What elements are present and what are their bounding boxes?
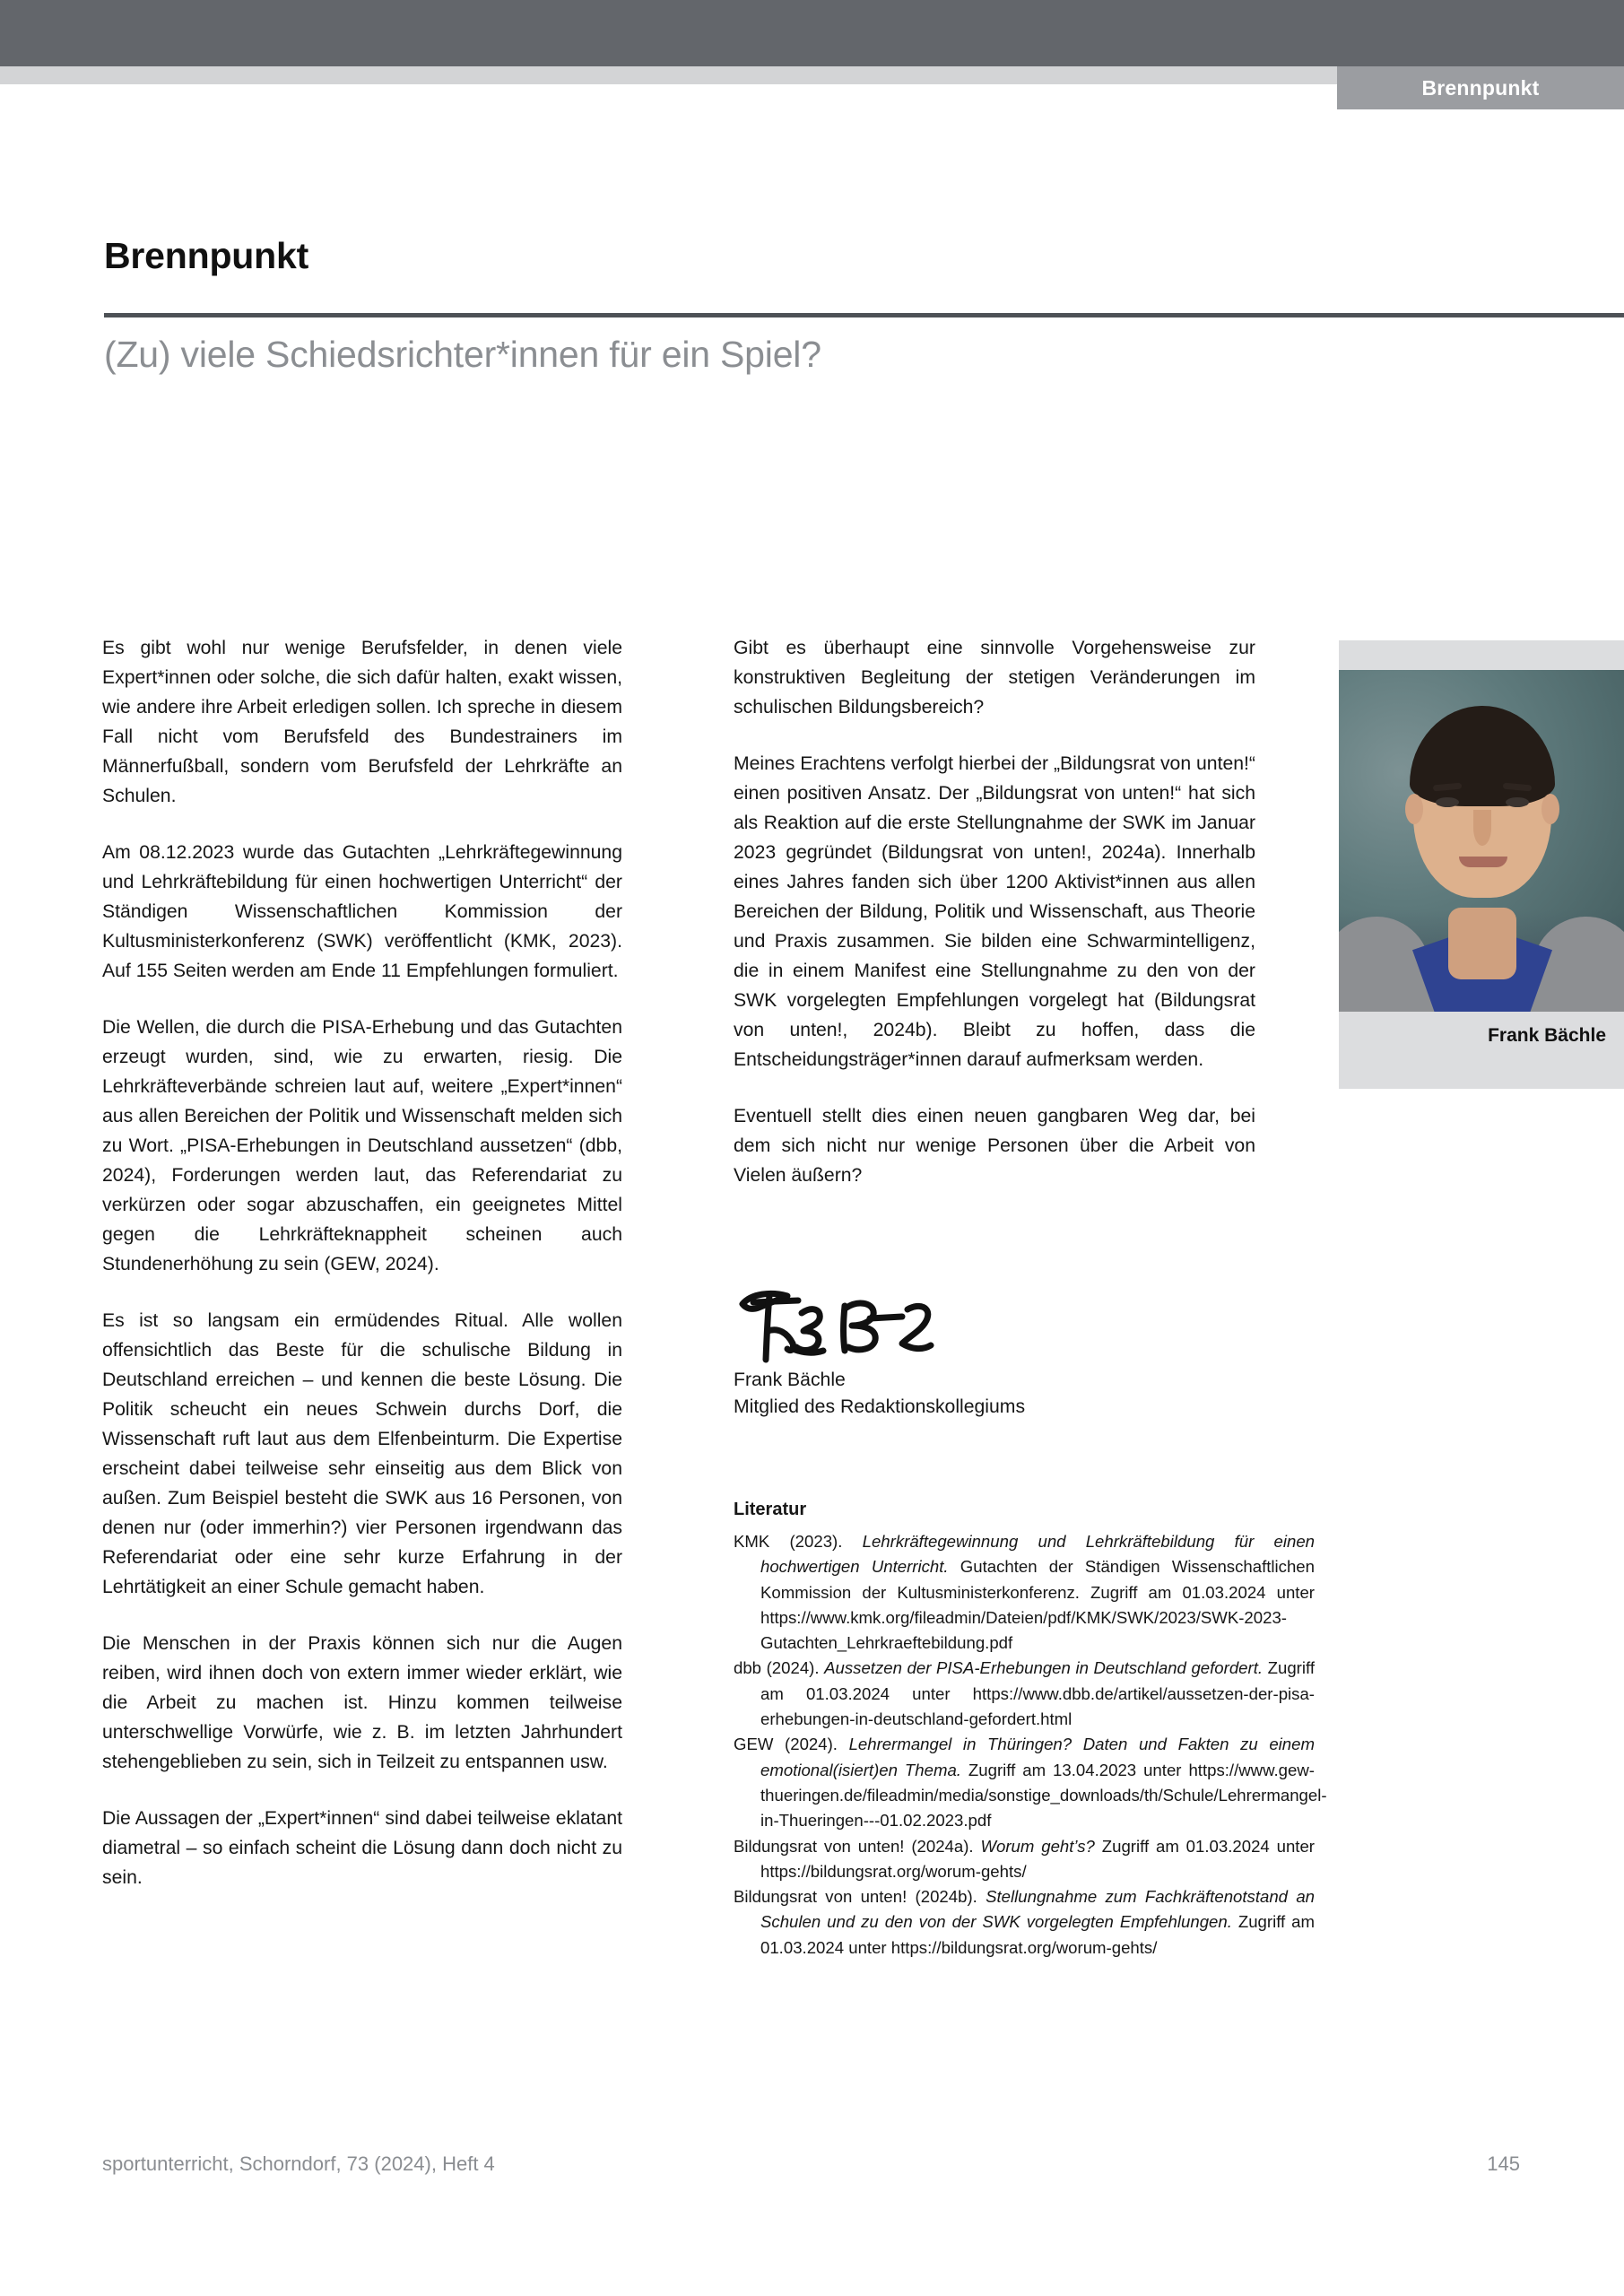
photo-ear-left (1405, 794, 1423, 824)
body-left-paragraph: Die Aussagen der „Expert*innen“ sind dabei teilweise eklatant diametral – so einfach scheint die Lösung dann doch nicht zu sein. (102, 1808, 622, 1888)
article-title: (Zu) viele Schiedsrichter*innen für ein Spiel? (104, 334, 821, 375)
running-head-label: Brennpunkt (1421, 75, 1540, 100)
photo-ear-right (1541, 794, 1559, 824)
author-photo (1339, 670, 1624, 1012)
literature-list (734, 1529, 1327, 1961)
literature-entry: KMK (2023). Lehrkräftegewinnung und Lehrkräftebildung für einen hochwertigen Unterricht. Gutachten der Ständigen Wissenschaftlichen Kommission der Kultusministerkonferenz. Zugriff am 01.03.2024 unter https://www.kmk.org/fileadmin/Dateien/pdf/KMK/SWK/2023/SWK-2023-Gutachten_Lehrkraeftebildung.pdf (734, 1532, 1315, 1653)
body-right-paragraph: Meines Erachtens verfolgt hierbei der „Bildungsrat von unten!“ einen positiven Ansatz. Der „Bildungsrat von unten!“ hat sich als Reaktion auf die erste Stellungnahme der SWK im Januar 2023 gegründet (Bildungsrat von unten!, 2024a). Innerhalb eines Jahres fanden sich über 1200 Aktivist*innen aus allen Bereichen der Bildung, Politik und Wissenschaft, aus Theorie und Praxis zusammen. Sie bilden eine Schwarmintelligenz, die in einem Manifest eine Stellungnahme zu den von der SWK vorgelegten Empfehlungen vorgelegt hat (Bildungsrat von unten!, 2024b). Bleibt zu hoffen, dass die Entscheidungsträger*innen darauf aufmerksam werden. (734, 753, 1255, 1070)
photo-eye-right (1506, 797, 1529, 807)
body-right-paragraph: Eventuell stellt dies einen neuen gangbaren Weg dar, bei dem sich nicht nur wenige Personen über die Arbeit von Vielen äußern? (734, 1106, 1255, 1186)
author-photo-caption: Frank Bächle (1488, 1025, 1606, 1046)
literature-entry: dbb (2024). Aussetzen der PISA-Erhebungen in Deutschland gefordert. Zugriff am 01.03.2024 unter https://www.dbb.de/artikel/aussetzen-der-pisa-erhebungen-in-deutschland-gefordert.html (734, 1658, 1315, 1729)
body-left-paragraph: Die Menschen in der Praxis können sich nur die Augen reiben, wird ihnen doch von extern immer wieder erklärt, wie die Arbeit zu machen ist. Hinzu kommen teilweise unterschwellige Vorwürfe, wie z. B. im letzten Jahrhundert stehengeblieben zu sein, sich in Teilzeit zu entspannen usw. (102, 1633, 622, 1772)
photo-nose (1473, 810, 1491, 846)
photo-mouth (1459, 857, 1507, 867)
author-name: Frank Bächle (734, 1370, 846, 1390)
author-role: Mitglied des Redaktionskollegiums (734, 1396, 1026, 1417)
header-dark-band (0, 0, 1624, 66)
body-right-paragraph: Gibt es überhaupt eine sinnvolle Vorgehensweise zur konstruktiven Begleitung der stetigen Veränderungen im schulischen Bildungsbereich? (734, 638, 1255, 718)
author-signature-block (734, 1367, 1025, 1421)
body-left-paragraph: Am 08.12.2023 wurde das Gutachten „Lehrkräftegewinnung und Lehrkräftebildung für einen hochwertigen Unterricht“ der Ständigen Wissenschaftlichen Kommission der Kultusministerkonferenz (SWK) veröffentlicht (KMK, 2023). Auf 155 Seiten werden am Ende 11 Empfehlungen formuliert. (102, 842, 622, 981)
footer-page-number: 145 (1487, 2152, 1520, 2175)
author-signature (735, 1281, 1058, 1379)
literature-heading: Literatur (734, 1500, 807, 1519)
photo-neck (1448, 908, 1516, 979)
title-divider-rule (104, 313, 1624, 317)
footer-citation: sportunterricht, Schorndorf, 73 (2024), Heft 4 (102, 2152, 495, 2175)
literature-entry: GEW (2024). Lehrermangel in Thüringen? Daten und Fakten zu einem emotional(isiert)en Thema. Zugriff am 13.04.2023 unter https://www.gew-thueringen.de/fileadmin/media/sonstige_downloads/th/Schule/Lehrermangel-in-Thueringen---01.02.2023.pdf (734, 1735, 1327, 1831)
literature-entry: Bildungsrat von unten! (2024a). Worum geht’s? Zugriff am 01.03.2024 unter https://bildungsrat.org/worum-gehts/ (734, 1836, 1316, 1881)
body-left-paragraph: Die Wellen, die durch die PISA-Erhebung und das Gutachten erzeugt wurden, sind, wie zu erwarten, riesig. Die Lehrkräfteverbände schreien laut auf, weitere „Expert*innen“ aus allen Bereichen der Politik und Wissenschaft melden sich zu Wort. „PISA-Erhebungen in Deutschland aussetzen“ (dbb, 2024), Forderungen werden laut, das Referendariat zu verkürzen oder sogar abzuschaffen, ein geeignetes Mittel gegen die Lehrkräfteknappheit scheinen auch Stundenerhöhung zu sein (GEW, 2024). (102, 1017, 622, 1274)
body-column-left (102, 633, 622, 1919)
running-head-tab (1337, 66, 1624, 109)
body-left-paragraph: Es gibt wohl nur wenige Berufsfelder, in denen viele Expert*innen oder solche, die sich dafür halten, exakt wissen, wie andere ihre Arbeit erledigen sollen. Ich spreche in diesem Fall nicht vom Berufsfeld des Bundestrainers im Männerfußball, sondern vom Berufsfeld der Lehrkräfte an Schulen. (102, 638, 622, 806)
photo-eye-left (1436, 797, 1459, 807)
body-column-right (734, 633, 1255, 1217)
section-kicker: Brennpunkt (104, 235, 309, 276)
literature-entry: Bildungsrat von unten! (2024b). Stellungnahme zum Fachkräftenotstand an Schulen und zu den von der SWK vorgelegten Empfehlungen. Zugriff am 01.03.2024 unter https://bildungsrat.org/worum-gehts/ (734, 1887, 1315, 1957)
body-left-paragraph: Es ist so langsam ein ermüdendes Ritual. Alle wollen offensichtlich das Beste für die schulische Bildung in Deutschland erreichen – und kennen die beste Lösung. Die Politik scheucht ein neues Schwein durchs Dorf, die Wissenschaft ruft laut aus dem Elfenbeinturm. Die Expertise erscheint dabei teilweise sehr einseitig aus dem Blick von außen. Zum Beispiel besteht die SWK aus 16 Personen, von denen nur (oder immerhin?) vier Personen irgendwann das Referendariat oder eine sehr kurze Erfahrung in der Lehrtätigkeit an einer Schule gemacht haben. (102, 1310, 622, 1597)
